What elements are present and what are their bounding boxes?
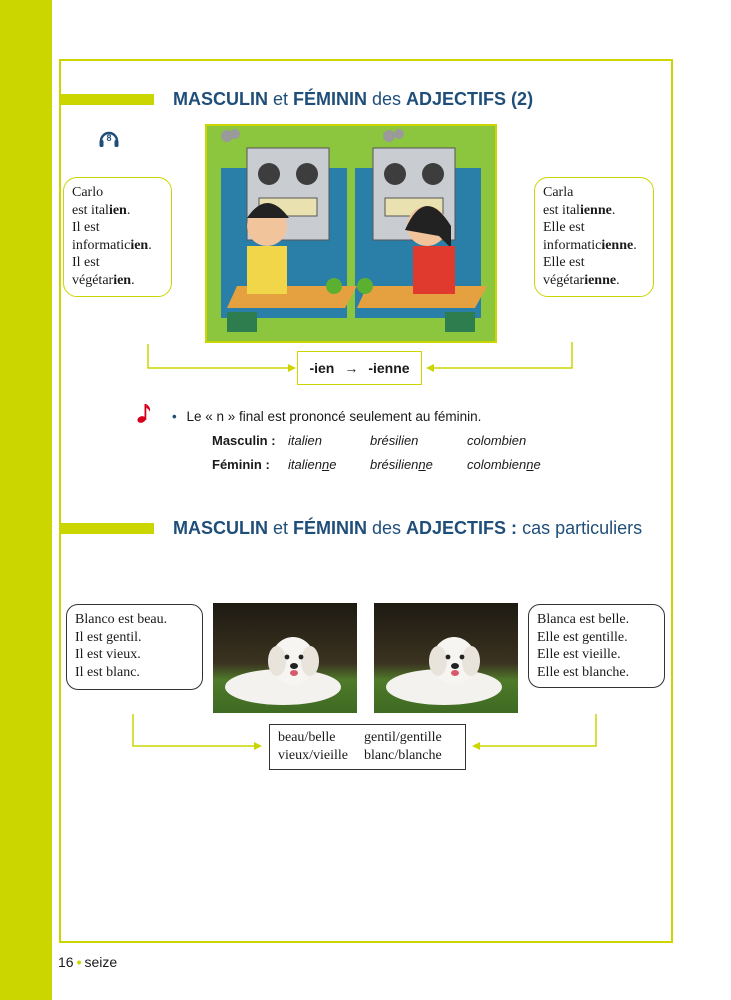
section-title-2 (173, 518, 642, 539)
text-part: Il est (72, 220, 100, 235)
ending-bold: ien (130, 237, 149, 253)
text-part: . (633, 237, 637, 253)
bubble-line (72, 184, 163, 202)
fem-word: italienne (288, 457, 337, 472)
text-part: Elle est (543, 255, 585, 270)
pair-word: vieux/vieille (278, 748, 348, 763)
speech-bubble-blanca (528, 604, 665, 688)
audio-headphones-icon[interactable] (97, 127, 121, 151)
ending-bold: ienne (601, 237, 634, 253)
bubble-text (72, 184, 163, 289)
illustration-computer-workers (205, 124, 497, 343)
bubble-line: Elle est vieille. (537, 647, 621, 662)
title-word: ADJECTIFS (2) (406, 89, 534, 109)
text-part: informatic (543, 237, 602, 253)
masc-word: italien (288, 433, 322, 448)
title-word: cas particuliers (517, 518, 643, 538)
section-title-1 (173, 89, 533, 110)
title-word: et (268, 518, 294, 538)
adjective-pairs-box (269, 724, 466, 770)
ending-bold: ienne (584, 272, 617, 288)
bubble-line (543, 184, 645, 202)
text-part: est ital (543, 202, 580, 218)
section-bar (60, 94, 154, 105)
text-part: . (148, 237, 152, 253)
dog-photo-left (213, 603, 357, 713)
page-number: 16 (58, 954, 74, 970)
pronunciation-text: Le « n » final est prononcé seulement au féminin. (186, 409, 482, 424)
text-part: . (131, 272, 135, 288)
masculin-label: Masculin : (212, 433, 276, 448)
rule-to: -ienne (368, 360, 410, 376)
page-footer (58, 954, 117, 970)
bubble-line (72, 202, 163, 220)
text-part: Elle est (543, 220, 585, 235)
title-word: ADJECTIFS : (406, 518, 518, 538)
text-part: Carlo (72, 185, 104, 200)
rule-box-ien-ienne (297, 351, 422, 385)
text-part: végétar (72, 272, 114, 288)
text-part: végétar (543, 272, 585, 288)
ending-bold: ien (108, 202, 127, 218)
bubble-line: Blanca est belle. (537, 612, 630, 627)
pronunciation-rule (172, 409, 481, 424)
rule-arrow: → (344, 360, 359, 376)
bubble-line: Elle est gentille. (537, 629, 628, 645)
title-word: FÉMININ (293, 518, 368, 538)
bullet-dot: • (76, 954, 82, 970)
text-part: . (616, 272, 620, 288)
text-part: Carla (543, 185, 574, 200)
masc-word: brésilien (370, 433, 419, 448)
bubble-line (543, 237, 645, 255)
bubble-text (543, 184, 645, 289)
masc-word: colombien (467, 433, 527, 448)
bubble-line: Il est gentil. (75, 629, 142, 645)
text-part: . (126, 202, 131, 218)
bubble-line: Il est blanc. (75, 664, 140, 680)
bubble-line: Il est vieux. (75, 647, 141, 662)
dog-photo-right (374, 603, 518, 713)
bubble-line (543, 254, 645, 272)
speech-bubble-carlo (63, 177, 172, 297)
bubble-line (543, 272, 645, 290)
text-part: informatic (72, 237, 131, 253)
bubble-line (72, 254, 163, 272)
ending-bold: ienne (579, 202, 612, 218)
bubble-line (72, 219, 163, 237)
speech-bubble-carla (534, 177, 654, 297)
text-part: Il est (72, 255, 100, 270)
feminin-label: Féminin : (212, 457, 270, 472)
text-part: est ital (72, 202, 109, 218)
bubble-line (543, 202, 645, 220)
bubble-line (72, 237, 163, 255)
section-bar (60, 523, 154, 534)
bubble-line: Blanco est beau. (75, 612, 168, 627)
ending-bold: ien (113, 272, 132, 288)
text-part: . (611, 202, 616, 218)
pair-word: gentil/gentille (364, 730, 442, 745)
title-word: des (367, 89, 407, 109)
title-word: MASCULIN (173, 89, 268, 109)
title-word: FÉMININ (293, 89, 368, 109)
fem-word: colombienne (467, 457, 541, 472)
pair-word: blanc/blanche (364, 748, 442, 763)
fem-word: brésilienne (370, 457, 433, 472)
pair-word: beau/belle (278, 730, 336, 745)
bubble-line: Elle est blanche. (537, 664, 630, 680)
bubble-line (72, 272, 163, 290)
audio-track-number: 8 (106, 133, 112, 143)
title-word: des (367, 518, 407, 538)
rule-from: -ien (309, 360, 335, 376)
speech-bubble-blanco (66, 604, 203, 690)
music-note-icon (136, 402, 152, 424)
bubble-line (543, 219, 645, 237)
title-word: et (268, 89, 294, 109)
bullet: • (172, 409, 177, 424)
page-word: seize (84, 954, 118, 970)
page-spine-stripe (0, 0, 52, 1000)
title-word: MASCULIN (173, 518, 268, 538)
